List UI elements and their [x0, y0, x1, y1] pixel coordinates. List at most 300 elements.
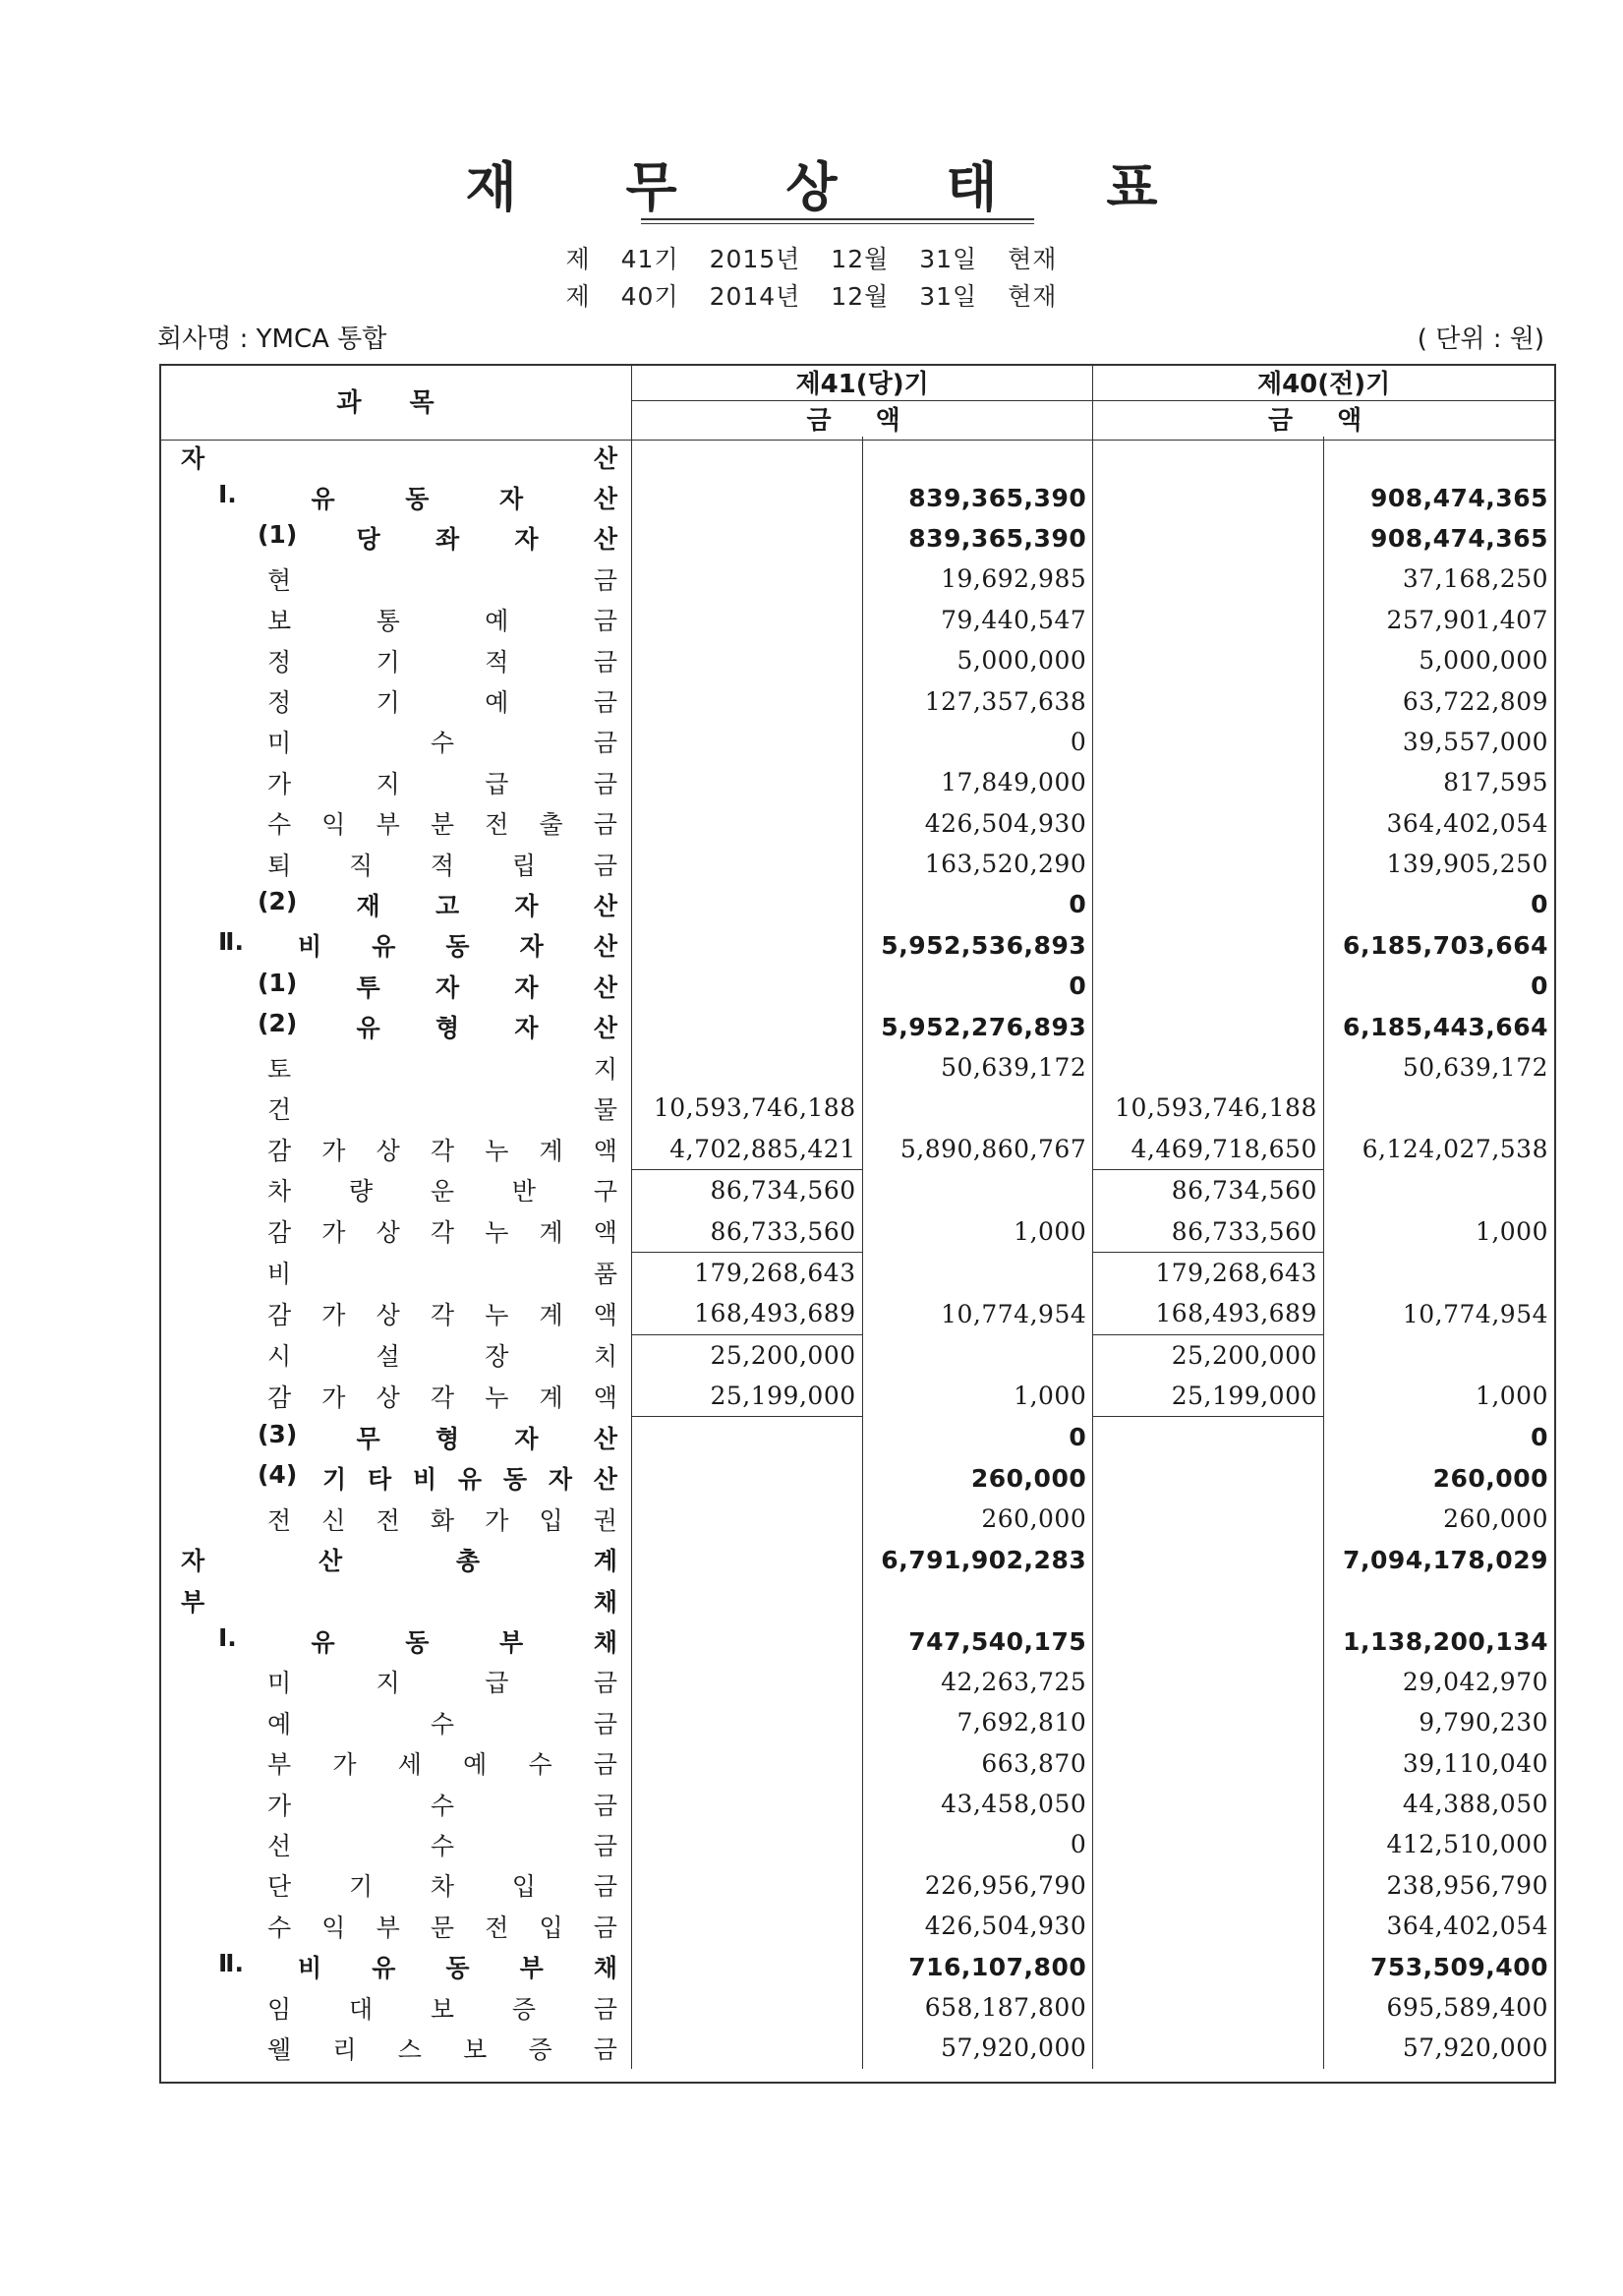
table-row — [159, 1540, 1554, 1580]
prior-detail-cell — [1093, 1540, 1324, 1580]
account-name-cell — [159, 1987, 632, 2028]
current-detail-cell — [632, 1784, 863, 1824]
current-detail-cell: 25,200,000 — [632, 1334, 863, 1376]
table-row — [159, 1006, 1554, 1046]
current-amount-cell: 6,791,902,283 — [862, 1540, 1093, 1580]
prior-amount-cell: 63,722,809 — [1402, 686, 1548, 716]
account-name-char: 계 — [593, 1547, 617, 1576]
account-name-char: 액 — [593, 1218, 617, 1248]
prior-amount-cell — [1323, 1252, 1554, 1293]
prior-detail-cell — [1093, 1662, 1324, 1702]
table-row — [159, 1417, 1554, 1458]
account-name-char: 계 — [539, 1218, 563, 1248]
current-detail-cell — [632, 1047, 863, 1088]
account-name-char: 가 — [485, 1505, 509, 1535]
account-name-char: 적 — [485, 647, 509, 677]
account-name-char: 금 — [593, 607, 617, 636]
account-name-char: 가 — [267, 769, 292, 798]
account-name-char: 유 — [372, 1954, 396, 1983]
account-name-cell — [159, 844, 632, 884]
table-row — [159, 1865, 1554, 1906]
account-name-char: 전 — [267, 1505, 292, 1535]
prior-amount-cell: 29,042,970 — [1402, 1667, 1548, 1696]
account-name-char: 계 — [539, 1136, 563, 1165]
current-amount-cell — [862, 437, 1093, 477]
title-underline-secondary — [641, 223, 1034, 224]
account-name-char: 출 — [539, 810, 563, 840]
account-name-char: 증 — [528, 2034, 552, 2064]
current-detail-cell — [632, 762, 863, 802]
account-name-char: 감 — [267, 1136, 292, 1165]
account-name-cell — [159, 1088, 632, 1128]
account-name-char: 토 — [267, 1054, 292, 1084]
account-name-cell — [159, 437, 632, 477]
account-name-cell — [159, 1540, 632, 1580]
account-name-char: 치 — [593, 1342, 617, 1372]
account-name-char: 지 — [376, 769, 400, 798]
account-name-cell — [159, 559, 632, 599]
account-prefix: Ⅰ. — [218, 1623, 237, 1653]
table-row — [159, 925, 1554, 966]
current-detail-cell — [632, 1662, 863, 1702]
account-name-char: 자 — [514, 525, 539, 555]
account-name-cell — [159, 1047, 632, 1088]
prior-detail-cell — [1093, 1987, 1324, 2028]
prior-amount-cell: 257,901,407 — [1386, 605, 1548, 634]
current-amount-cell: 5,952,276,893 — [862, 1006, 1093, 1046]
current-detail-cell — [632, 966, 863, 1006]
account-name-char: 자 — [435, 972, 460, 1002]
account-name-char: 화 — [430, 1505, 455, 1535]
account-name-char: 감 — [267, 1218, 292, 1248]
account-name-char: 통 — [376, 607, 400, 636]
current-detail-cell — [632, 1620, 863, 1661]
prior-detail-cell — [1093, 966, 1324, 1006]
account-name-char: 수 — [267, 810, 292, 840]
current-amount-cell: 57,920,000 — [862, 2028, 1093, 2068]
period-day: 31일 — [919, 282, 978, 311]
period-year: 2014년 — [709, 282, 801, 311]
current-amount-cell: 19,692,985 — [862, 559, 1093, 599]
account-name-char: 자 — [514, 891, 539, 920]
account-name-char: 단 — [267, 1872, 292, 1902]
prior-amount-cell: 57,920,000 — [1402, 2033, 1548, 2063]
account-name-char: 산 — [593, 525, 617, 555]
account-prefix: (2) — [258, 886, 298, 915]
table-row — [159, 966, 1554, 1006]
account-name-char: 유 — [372, 932, 396, 962]
table-row — [159, 518, 1554, 559]
prior-detail-cell — [1093, 1499, 1324, 1539]
current-amount-cell: 43,458,050 — [862, 1784, 1093, 1824]
prior-detail-cell — [1093, 1702, 1324, 1742]
current-amount-cell: 839,365,390 — [862, 518, 1093, 559]
prior-amount-cell: 412,510,000 — [1386, 1830, 1548, 1859]
account-name-char: 금 — [593, 1750, 617, 1780]
account-name-char: 계 — [539, 1301, 563, 1330]
account-name-char: 권 — [593, 1505, 617, 1535]
account-name-char: 직 — [348, 851, 374, 880]
current-detail-cell — [632, 722, 863, 762]
account-name-cell — [159, 1458, 632, 1499]
account-name-cell — [159, 1170, 632, 1211]
period-month: 12월 — [831, 245, 890, 273]
current-amount-cell: 79,440,547 — [862, 600, 1093, 640]
current-amount-cell: 839,365,390 — [862, 477, 1093, 517]
prior-amount-cell — [1323, 1170, 1554, 1211]
prior-amount-cell: 1,138,200,134 — [1343, 1626, 1548, 1656]
account-name-char: 예 — [267, 1709, 292, 1738]
account-name-char: 립 — [511, 851, 537, 880]
account-prefix: (3) — [258, 1419, 298, 1448]
account-name-char: 급 — [485, 769, 509, 798]
account-name-char: 정 — [267, 688, 292, 718]
account-name-char: 총 — [455, 1547, 481, 1576]
prior-detail-cell — [1093, 600, 1324, 640]
account-name-char: 물 — [593, 1094, 617, 1124]
current-amount-cell: 42,263,725 — [862, 1662, 1093, 1702]
account-prefix: Ⅱ. — [218, 1949, 244, 1978]
current-amount-cell: 0 — [862, 1824, 1093, 1864]
account-name-char: 액 — [593, 1301, 617, 1330]
table-row — [159, 1824, 1554, 1864]
account-name-char: 적 — [430, 851, 455, 880]
table-row — [159, 762, 1554, 802]
period-prior — [0, 277, 1623, 313]
account-name-char: 가 — [321, 1136, 346, 1165]
prior-detail-cell: 86,734,560 — [1093, 1170, 1324, 1211]
account-name-char: 동 — [445, 932, 470, 962]
table-row — [159, 1743, 1554, 1784]
current-amount-cell — [862, 1252, 1093, 1293]
prior-amount-cell: 753,509,400 — [1369, 1952, 1548, 1981]
prior-detail-cell — [1093, 1620, 1324, 1661]
account-name-char: 유 — [457, 1465, 483, 1495]
account-name-char: 상 — [376, 1301, 400, 1330]
table-row — [159, 1088, 1554, 1128]
account-name-char: 대 — [348, 1994, 374, 2024]
prior-detail-cell — [1093, 803, 1324, 844]
table-row — [159, 680, 1554, 721]
account-name-char: 재 — [356, 891, 380, 920]
current-amount-cell: 127,357,638 — [862, 680, 1093, 721]
account-name-char: 금 — [593, 2034, 617, 2064]
account-name-char: 보 — [267, 607, 292, 636]
account-name-char: 각 — [430, 1383, 455, 1412]
account-name-char: 자 — [514, 972, 539, 1002]
account-name-char: 자 — [514, 1424, 539, 1453]
table-row — [159, 1987, 1554, 2028]
account-name-char: 수 — [528, 1750, 552, 1780]
account-prefix: (1) — [258, 520, 298, 550]
table-row — [159, 1702, 1554, 1742]
account-name-char: 보 — [430, 1994, 455, 2024]
account-name-char: 예 — [485, 688, 509, 718]
account-name-char: 금 — [593, 851, 617, 880]
account-name-char: 유 — [311, 485, 335, 514]
current-detail-cell: 4,702,885,421 — [632, 1129, 863, 1170]
account-name-char: 수 — [430, 1791, 455, 1820]
account-name-char: 부 — [519, 1954, 544, 1983]
current-amount-cell: 426,504,930 — [862, 1906, 1093, 1946]
account-name-cell — [159, 884, 632, 924]
current-amount-cell: 1,000 — [862, 1376, 1093, 1417]
prior-amount-cell — [1323, 1334, 1554, 1376]
account-name-char: 수 — [430, 729, 455, 758]
current-detail-cell — [632, 884, 863, 924]
account-name-char: 구 — [593, 1177, 617, 1207]
account-name-char: 계 — [539, 1383, 563, 1412]
account-name-char: 급 — [485, 1669, 509, 1698]
prior-detail-cell — [1093, 1906, 1324, 1946]
account-name-char: 비 — [298, 1954, 322, 1983]
account-name-cell — [159, 1702, 632, 1742]
prior-detail-cell: 10,593,746,188 — [1093, 1088, 1324, 1128]
account-name-char: 기 — [348, 1872, 374, 1902]
period-day: 31일 — [919, 245, 978, 273]
account-name-char: 산 — [593, 443, 617, 473]
period-month: 12월 — [831, 282, 890, 311]
account-name-char: 동 — [405, 485, 430, 514]
current-detail-cell — [632, 844, 863, 884]
prior-amount-cell: 6,185,703,664 — [1343, 930, 1548, 960]
account-name-char: 예 — [485, 607, 509, 636]
account-name-char: 익 — [321, 1913, 346, 1942]
prior-amount-cell: 1,000 — [1475, 1382, 1548, 1411]
account-name-char: 세 — [397, 1750, 422, 1780]
account-prefix: (1) — [258, 968, 298, 997]
table-row — [159, 1170, 1554, 1211]
table-row — [159, 1210, 1554, 1252]
current-detail-cell — [632, 1906, 863, 1946]
account-name-char: 입 — [511, 1872, 537, 1902]
current-amount-cell: 0 — [862, 966, 1093, 1006]
current-amount-cell: 663,870 — [862, 1743, 1093, 1784]
account-name-char: 자 — [181, 1547, 205, 1576]
account-name-cell — [159, 477, 632, 517]
account-name-char: 액 — [593, 1136, 617, 1165]
current-detail-cell: 168,493,689 — [632, 1293, 863, 1334]
current-amount-cell: 10,774,954 — [862, 1293, 1093, 1334]
prior-amount-cell: 0 — [1531, 890, 1548, 919]
account-name-cell — [159, 1662, 632, 1702]
account-name-char: 금 — [593, 647, 617, 677]
account-name-char: 각 — [430, 1301, 455, 1330]
table-row — [159, 1499, 1554, 1539]
account-name-cell — [159, 1824, 632, 1864]
account-name-char: 누 — [485, 1383, 509, 1412]
account-name-char: 문 — [430, 1913, 455, 1942]
current-amount-cell: 426,504,930 — [862, 803, 1093, 844]
account-name-char: 부 — [181, 1587, 205, 1617]
current-detail-cell — [632, 925, 863, 966]
table-row — [159, 722, 1554, 762]
prior-detail-cell — [1093, 844, 1324, 884]
account-name-char: 누 — [485, 1136, 509, 1165]
prior-amount-cell: 6,124,027,538 — [1362, 1135, 1548, 1164]
prior-amount-cell: 260,000 — [1432, 1463, 1548, 1493]
current-detail-cell — [632, 477, 863, 517]
account-name-char: 산 — [593, 972, 617, 1002]
table-row — [159, 640, 1554, 680]
current-detail-cell — [632, 559, 863, 599]
account-name-char: 산 — [593, 1014, 617, 1043]
account-name-char: 수 — [430, 1831, 455, 1860]
account-name-char: 현 — [267, 565, 292, 595]
account-name-char: 금 — [593, 1669, 617, 1698]
account-name-char: 금 — [593, 688, 617, 718]
current-amount-cell: 260,000 — [862, 1458, 1093, 1499]
account-name-char: 상 — [376, 1383, 400, 1412]
account-name-cell — [159, 680, 632, 721]
account-name-cell — [159, 762, 632, 802]
current-amount-cell: 50,639,172 — [862, 1047, 1093, 1088]
account-name-char: 자 — [514, 1014, 539, 1043]
prior-amount-cell — [1323, 1580, 1554, 1620]
account-name-char: 수 — [430, 1709, 455, 1738]
account-name-char: 운 — [430, 1177, 455, 1207]
prior-amount-cell: 9,790,230 — [1419, 1708, 1548, 1737]
table-row — [159, 1129, 1554, 1170]
current-amount-cell: 226,956,790 — [862, 1865, 1093, 1906]
current-amount-cell: 260,000 — [862, 1499, 1093, 1539]
account-name-char: 상 — [376, 1218, 400, 1248]
account-name-cell — [159, 1865, 632, 1906]
account-name-cell — [159, 1906, 632, 1946]
account-name-char: 차 — [267, 1177, 292, 1207]
current-amount-cell: 7,692,810 — [862, 1702, 1093, 1742]
account-name-char: 가 — [332, 1750, 357, 1780]
account-name-char: 기 — [376, 688, 400, 718]
current-amount-cell: 1,000 — [862, 1210, 1093, 1252]
account-name-char: 장 — [485, 1342, 509, 1372]
prior-amount-cell: 6,185,443,664 — [1343, 1012, 1548, 1041]
header-current-period: 제41(당)기 — [632, 364, 1093, 400]
account-name-char: 가 — [321, 1383, 346, 1412]
current-detail-cell — [632, 1824, 863, 1864]
current-amount-cell: 5,000,000 — [862, 640, 1093, 680]
account-name-cell — [159, 1743, 632, 1784]
current-detail-cell: 25,199,000 — [632, 1376, 863, 1417]
prior-detail-cell: 4,469,718,650 — [1093, 1129, 1324, 1170]
account-name-cell — [159, 1376, 632, 1417]
table-row — [159, 1458, 1554, 1499]
current-detail-cell — [632, 680, 863, 721]
balance-sheet-table — [159, 364, 1554, 2069]
account-name-char: 스 — [397, 2034, 422, 2064]
current-detail-cell — [632, 2028, 863, 2068]
account-name-char: 동 — [445, 1954, 470, 1983]
account-name-char: 채 — [593, 1587, 617, 1617]
account-name-char: 지 — [593, 1054, 617, 1084]
prior-amount-cell: 1,000 — [1475, 1216, 1548, 1246]
prior-amount-cell: 364,402,054 — [1386, 808, 1548, 838]
prior-detail-cell — [1093, 925, 1324, 966]
account-name-cell — [159, 1499, 632, 1539]
account-name-char: 각 — [430, 1136, 455, 1165]
prior-detail-cell — [1093, 477, 1324, 517]
account-name-cell — [159, 1334, 632, 1376]
prior-detail-cell — [1093, 1946, 1324, 1986]
period-suffix: 현재 — [1008, 282, 1058, 311]
account-name-char: 미 — [267, 729, 292, 758]
account-name-char: 금 — [593, 1872, 617, 1902]
prior-amount-cell: 817,595 — [1443, 768, 1548, 797]
header-divider — [632, 400, 1554, 401]
account-name-char: 익 — [321, 810, 346, 840]
prior-detail-cell — [1093, 1417, 1324, 1458]
current-detail-cell — [632, 1702, 863, 1742]
account-name-char: 부 — [267, 1750, 292, 1780]
header-bottom-rule — [159, 440, 1554, 441]
table-row — [159, 1662, 1554, 1702]
account-name-char: 투 — [356, 972, 380, 1002]
prior-amount-cell: 0 — [1531, 1423, 1548, 1452]
account-name-char: 금 — [593, 1913, 617, 1942]
account-name-char: 금 — [593, 1791, 617, 1820]
account-name-char: 감 — [267, 1383, 292, 1412]
account-name-char: 금 — [593, 565, 617, 595]
current-detail-cell — [632, 1006, 863, 1046]
account-name-cell — [159, 803, 632, 844]
account-name-char: 산 — [593, 891, 617, 920]
table-row — [159, 1376, 1554, 1417]
account-name-char: 형 — [435, 1424, 460, 1453]
account-name-char: 입 — [539, 1913, 563, 1942]
current-amount-cell — [862, 1580, 1093, 1620]
period-label: 제 41기 — [565, 245, 679, 273]
account-name-char: 채 — [593, 1628, 617, 1658]
table-row — [159, 1334, 1554, 1376]
table-row — [159, 437, 1554, 477]
account-prefix: (2) — [258, 1009, 298, 1038]
prior-detail-cell — [1093, 1047, 1324, 1088]
account-name-char: 부 — [376, 810, 400, 840]
table-row — [159, 1946, 1554, 1986]
title-underline — [641, 218, 1034, 220]
prior-amount-cell: 908,474,365 — [1369, 483, 1548, 512]
account-name-char: 산 — [593, 932, 617, 962]
account-name-cell — [159, 518, 632, 559]
prior-amount-cell: 139,905,250 — [1386, 850, 1548, 879]
prior-amount-cell: 0 — [1531, 971, 1548, 1001]
account-name-char: 금 — [593, 1831, 617, 1860]
account-name-char: 산 — [593, 485, 617, 514]
current-detail-cell — [632, 1743, 863, 1784]
account-name-char: 각 — [430, 1218, 455, 1248]
prior-detail-cell — [1093, 884, 1324, 924]
account-name-char: 수 — [267, 1913, 292, 1942]
account-name-char: 기 — [322, 1465, 347, 1495]
account-name-char: 입 — [539, 1505, 563, 1535]
prior-detail-cell — [1093, 762, 1324, 802]
account-name-cell — [159, 640, 632, 680]
current-detail-cell: 86,734,560 — [632, 1170, 863, 1211]
table-row — [159, 1252, 1554, 1293]
account-name-char: 비 — [267, 1260, 292, 1289]
current-amount-cell: 0 — [862, 884, 1093, 924]
table-row — [159, 2028, 1554, 2068]
account-name-char: 차 — [430, 1872, 455, 1902]
account-name-cell — [159, 1252, 632, 1293]
current-detail-cell — [632, 1458, 863, 1499]
prior-detail-cell: 86,733,560 — [1093, 1210, 1324, 1252]
current-amount-cell — [862, 1088, 1093, 1128]
period-suffix: 현재 — [1008, 245, 1058, 273]
account-name-char: 신 — [321, 1505, 346, 1535]
account-name-cell — [159, 722, 632, 762]
account-name-char: 설 — [376, 1342, 400, 1372]
